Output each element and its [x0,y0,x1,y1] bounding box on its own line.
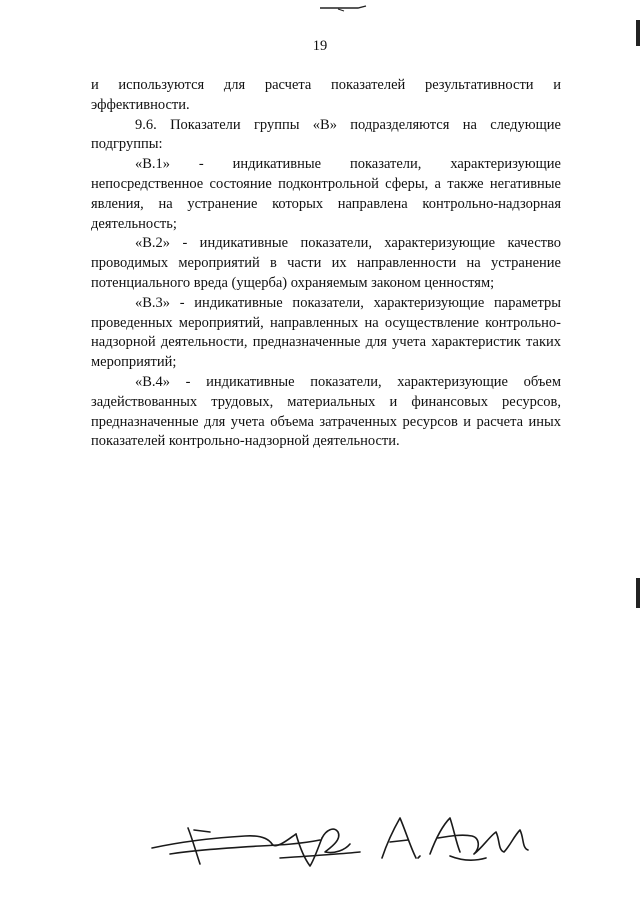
subgroup-b3: «В.3» - индикативные показатели, характеризующие параметры проведенных мероприятий, направленных на осуществление контрольно-надзорной деятельности, предназначенные для учета характеристик таких мероприятий; [91,294,561,371]
right-edge-mark-bottom [636,578,640,608]
document-body [91,76,561,452]
page-number: 19 [312,38,328,54]
top-scan-mark [318,0,368,12]
clause-9-6: 9.6. Показатели группы «В» подразделяются на следующие подгруппы: [91,116,561,153]
continuation-paragraph: и используются для расчета показателей результативности и эффективности. [91,77,561,113]
subgroup-b2: «В.2» - индикативные показатели, характеризующие качество проводимых мероприятий в части их направленности на устранение потенциального вреда (ущерба) охраняемым законом ценностям; [91,235,561,291]
subgroup-b1: «В.1» - индикативные показатели, характеризующие непосредственное состояние подконтрольной сферы, а также негативные явления, на устранение которых направлена контрольно-надзорная деятельность; [91,156,561,232]
handwritten-signature [150,808,530,878]
subgroup-b4: «В.4» - индикативные показатели, характеризующие объем задействованных трудовых, материальных и финансовых ресурсов, предназначенные для учета объема затраченных ресурсов и расчета иных показателей контрольно-надзорной деятельности. [91,373,561,450]
